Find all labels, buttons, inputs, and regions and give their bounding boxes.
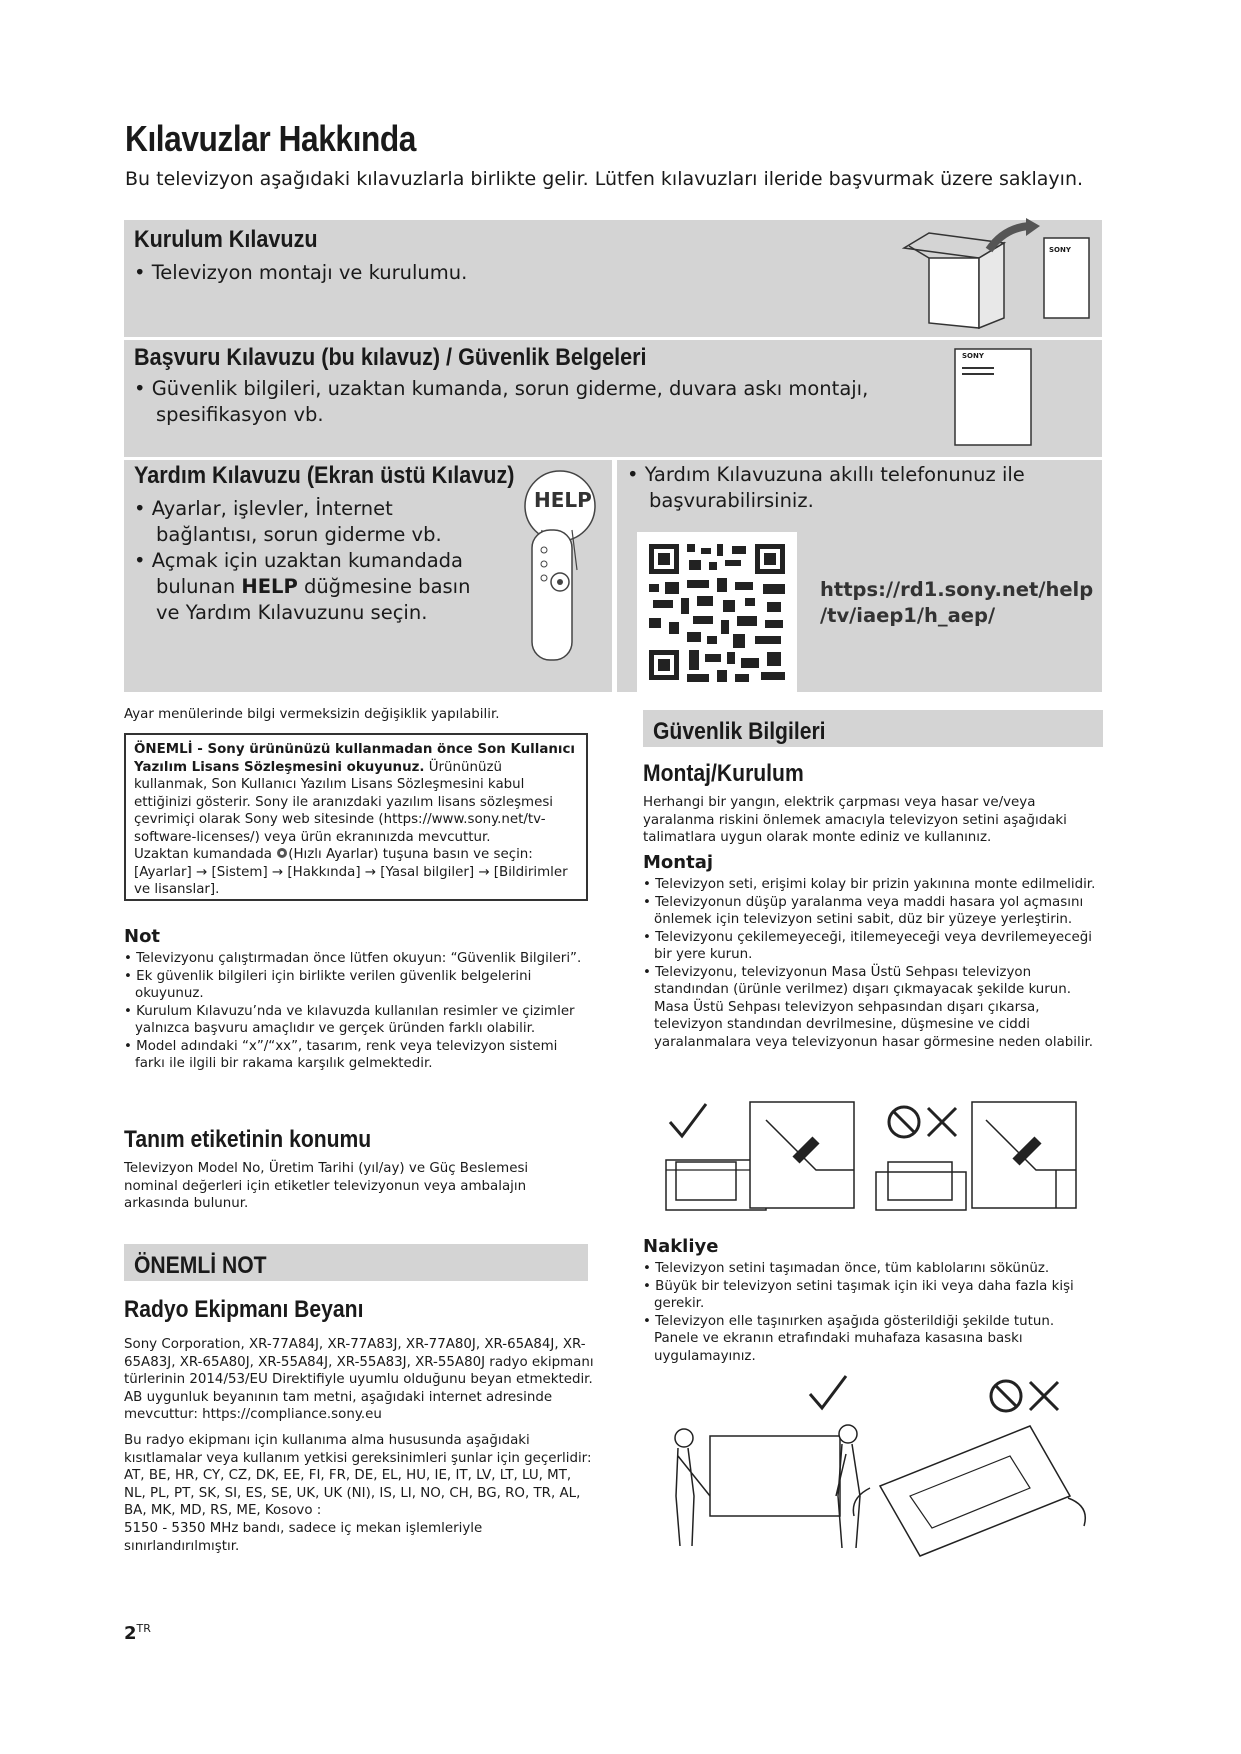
help-url[interactable]: https://rd1.sony.net/help /tv/iaep1/h_aep/ [820,578,1094,627]
label-location-title: Tanım etiketinin konumu [124,1126,372,1153]
radio-declaration-p3: 5150 - 5350 MHz bandı, sadece iç mekan işlemleriyle sınırlandırılmıştır. [124,1521,483,1554]
note-title: Not [124,926,161,947]
safety-band: Güvenlik Bilgileri [643,710,1103,747]
help-badge: HELP [534,488,592,512]
safety-intro: Herhangi bir yangın, elektrik çarpması veya hasar ve/veya yaralanma riskini önlemek amacıyla televizyon setini aşağıdaki talimatlara uygun olarak monte ediniz ve kullanınız. [643,795,1067,845]
check-icon [670,1104,706,1136]
important-note-band: ÖNEMLİ NOT [124,1244,588,1281]
note-list [124,950,584,1073]
help-guide-box [124,460,612,692]
list-item: • Büyük bir televizyon setini taşımak için iki veya daha fazla kişi gerekir. [643,1278,1074,1311]
manual-icon [954,348,1034,448]
list-item: • Televizyonu çalıştırmadan önce lütfen okuyun: “Güvenlik Bilgileri”. [124,951,582,966]
gear-icon [276,847,288,859]
cross-icon [928,1108,956,1136]
list-item: • Televizyonu, televizyonun Masa Üstü Sehpası televizyon standından (ürünle verilmez) dışarı çıkmayacak şekilde kurun. Masa Üstü Sehpası televizyon sehpasından dışarı çıkarsa, televizyon standından devrilmesine, düşmesine ve ciddi yaralanmalara veya televizyonun hasar görmesine neden olabilir. [643,964,1093,1050]
box-arrow-icon [904,228,1094,333]
list-item: • Televizyon elle taşınırken aşağıda gösterildiği şekilde tutun. Panele ve ekranın etrafındaki muhafaza kasasına baskı uygulamayınız. [643,1313,1055,1364]
cross-icon [1030,1382,1058,1410]
smartphone-text: • Yardım Kılavuzuna akıllı telefonunuz ile başvurabilirsiniz. [627,463,1025,512]
page-title: Kılavuzlar Hakkında [125,118,416,159]
nakliye-list [643,1260,1098,1365]
list-item: • Televizyon setini taşımadan önce, tüm kablolarını sökünüz. [643,1261,1050,1276]
menu-note: Ayar menülerinde bilgi vermeksizin değişiklik yapılabilir. [124,707,500,722]
montaj-kurulum-title: Montaj/Kurulum [643,760,804,787]
license-notice: ÖNEMLİ - Sony ürününüzü kullanmadan önce Son Kullanıcı Yazılım Lisans Sözleşmesini okuyunuz. Ürününüzü kullanmak, Son Kullanıcı Yazılım Lisans Sözleşmesini kabul ettiğinizi gösterir. Sony ile aranızdaki yazılım lisans sözleşmesi çevrimiçi olarak Sony web sitesinde (https://www.sony.net/tv-software-licenses/) veya ürün ekranınızda mevcuttur. Uzaktan kumandada (Hızlı Ayarlar) tuşuna basın ve seçin: [Ayarlar] → [Sistem] → [Hakkında] → [Yasal bilgiler] → [Bildirimler ve lisanslar]. [124,733,588,901]
reference-guide-box [124,340,1102,457]
list-item: • Televizyonu çekilemeyeceği, itilemeyeceği veya devrilemeyeceği bir yere kurun. [643,929,1092,962]
page-number: $2^{TR}$ [124,1622,151,1644]
nakliye-title: Nakliye [643,1236,719,1257]
radio-declaration-p2: Bu radyo ekipmanı için kullanıma alma hususunda aşağıdaki kısıtlamalar veya kullanım yetkisi gereksinimleri şunlar için geçerlidir: AT, BE, HR, CY, CZ, DK, EE, FI, FR, DE, EL, HU, IE, IT, LV, LT, LU, MT, NL, PL, PT, SK, SI, ES, SE, UK, UK (NI), IS, LI, NO, CH, BG, RO, TR, AL, BA, MK, MD, RS, ME, Kosovo : [124,1433,592,1518]
reference-brand: SONY [962,352,984,360]
setup-guide-title: Kurulum Kılavuzu [134,226,318,253]
reference-guide-title: Başvuru Kılavuzu (bu kılavuz) / Güvenlik Belgeleri [134,344,647,371]
list-item: • Televizyonun düşüp yaralanma veya maddi hasara yol açmasını önlemek için televizyon setini sabit, düz bir yüzeye yerleştirin. [643,894,1084,927]
carrying-illustration [670,1376,1100,1566]
list-item: • Kurulum Kılavuzu’nda ve kılavuzda kullanılan resimler ve çizimler yalnızca başvuru amaçlıdır ve gerçek üründen farklı olabilir. [124,1003,575,1036]
help-guide-title: Yardım Kılavuzu (Ekran üstü Kılavuz) [134,462,515,489]
help-guide-item-1: • Ayarlar, işlevler, İnternet bağlantısı, sorun giderme vb. [134,497,442,546]
reference-guide-item: • Güvenlik bilgileri, uzaktan kumanda, sorun giderme, duvara askı montajı, spesifikasyon vb. [134,377,869,426]
list-item: • Televizyon seti, erişimi kolay bir prizin yakınına monte edilmelidir. [643,877,1096,892]
radio-declaration-p1: Sony Corporation, XR-77A84J, XR-77A83J, XR-77A80J, XR-65A84J, XR-65A83J, XR-65A80J, XR-55A84J, XR-55A83J, XR-55A80J radyo ekipmanı türlerinin 2014/53/EU Direktifiyle uyumlu olduğunu beyan etmektedir. AB uygunluk beyanının tam metni, aşağıdaki internet adresinde mevcuttur: https://compliance.sony.eu [124,1337,594,1422]
montaj-title: Montaj [643,852,714,873]
montaj-list [643,876,1098,1051]
qr-code-icon [637,532,797,692]
radio-declaration-title: Radyo Ekipmanı Beyanı [124,1296,364,1323]
intro-text: Bu televizyon aşağıdaki kılavuzlarla birlikte gelir. Lütfen kılavuzları ileride başvurmak üzere saklayın. [125,168,1084,190]
help-smartphone-box [617,460,1102,692]
setup-guide-item: • Televizyon montajı ve kurulumu. [134,261,468,284]
label-location-text: Televizyon Model No, Üretim Tarihi (yıl/ay) ve Güç Beslemesi nominal değerleri için etiketler televizyonun veya ambalajın arkasında bulunur. [124,1161,529,1211]
stand-illustration [666,1100,1096,1220]
check-icon [810,1376,846,1408]
list-item: • Model adındaki “x”/“xx”, tasarım, renk veya televizyon sistemi farkı ile ilgili bir rakama karşılık gelmektedir. [124,1038,558,1071]
help-guide-item-2: • Açmak için uzaktan kumandada bulunan HELP düğmesine basın ve Yardım Kılavuzunu seçin. [134,549,471,624]
setup-guide-box [124,220,1102,337]
list-item: • Ek güvenlik bilgileri için birlikte verilen güvenlik belgelerini okuyunuz. [124,968,532,1001]
setup-brand: SONY [1049,246,1071,254]
